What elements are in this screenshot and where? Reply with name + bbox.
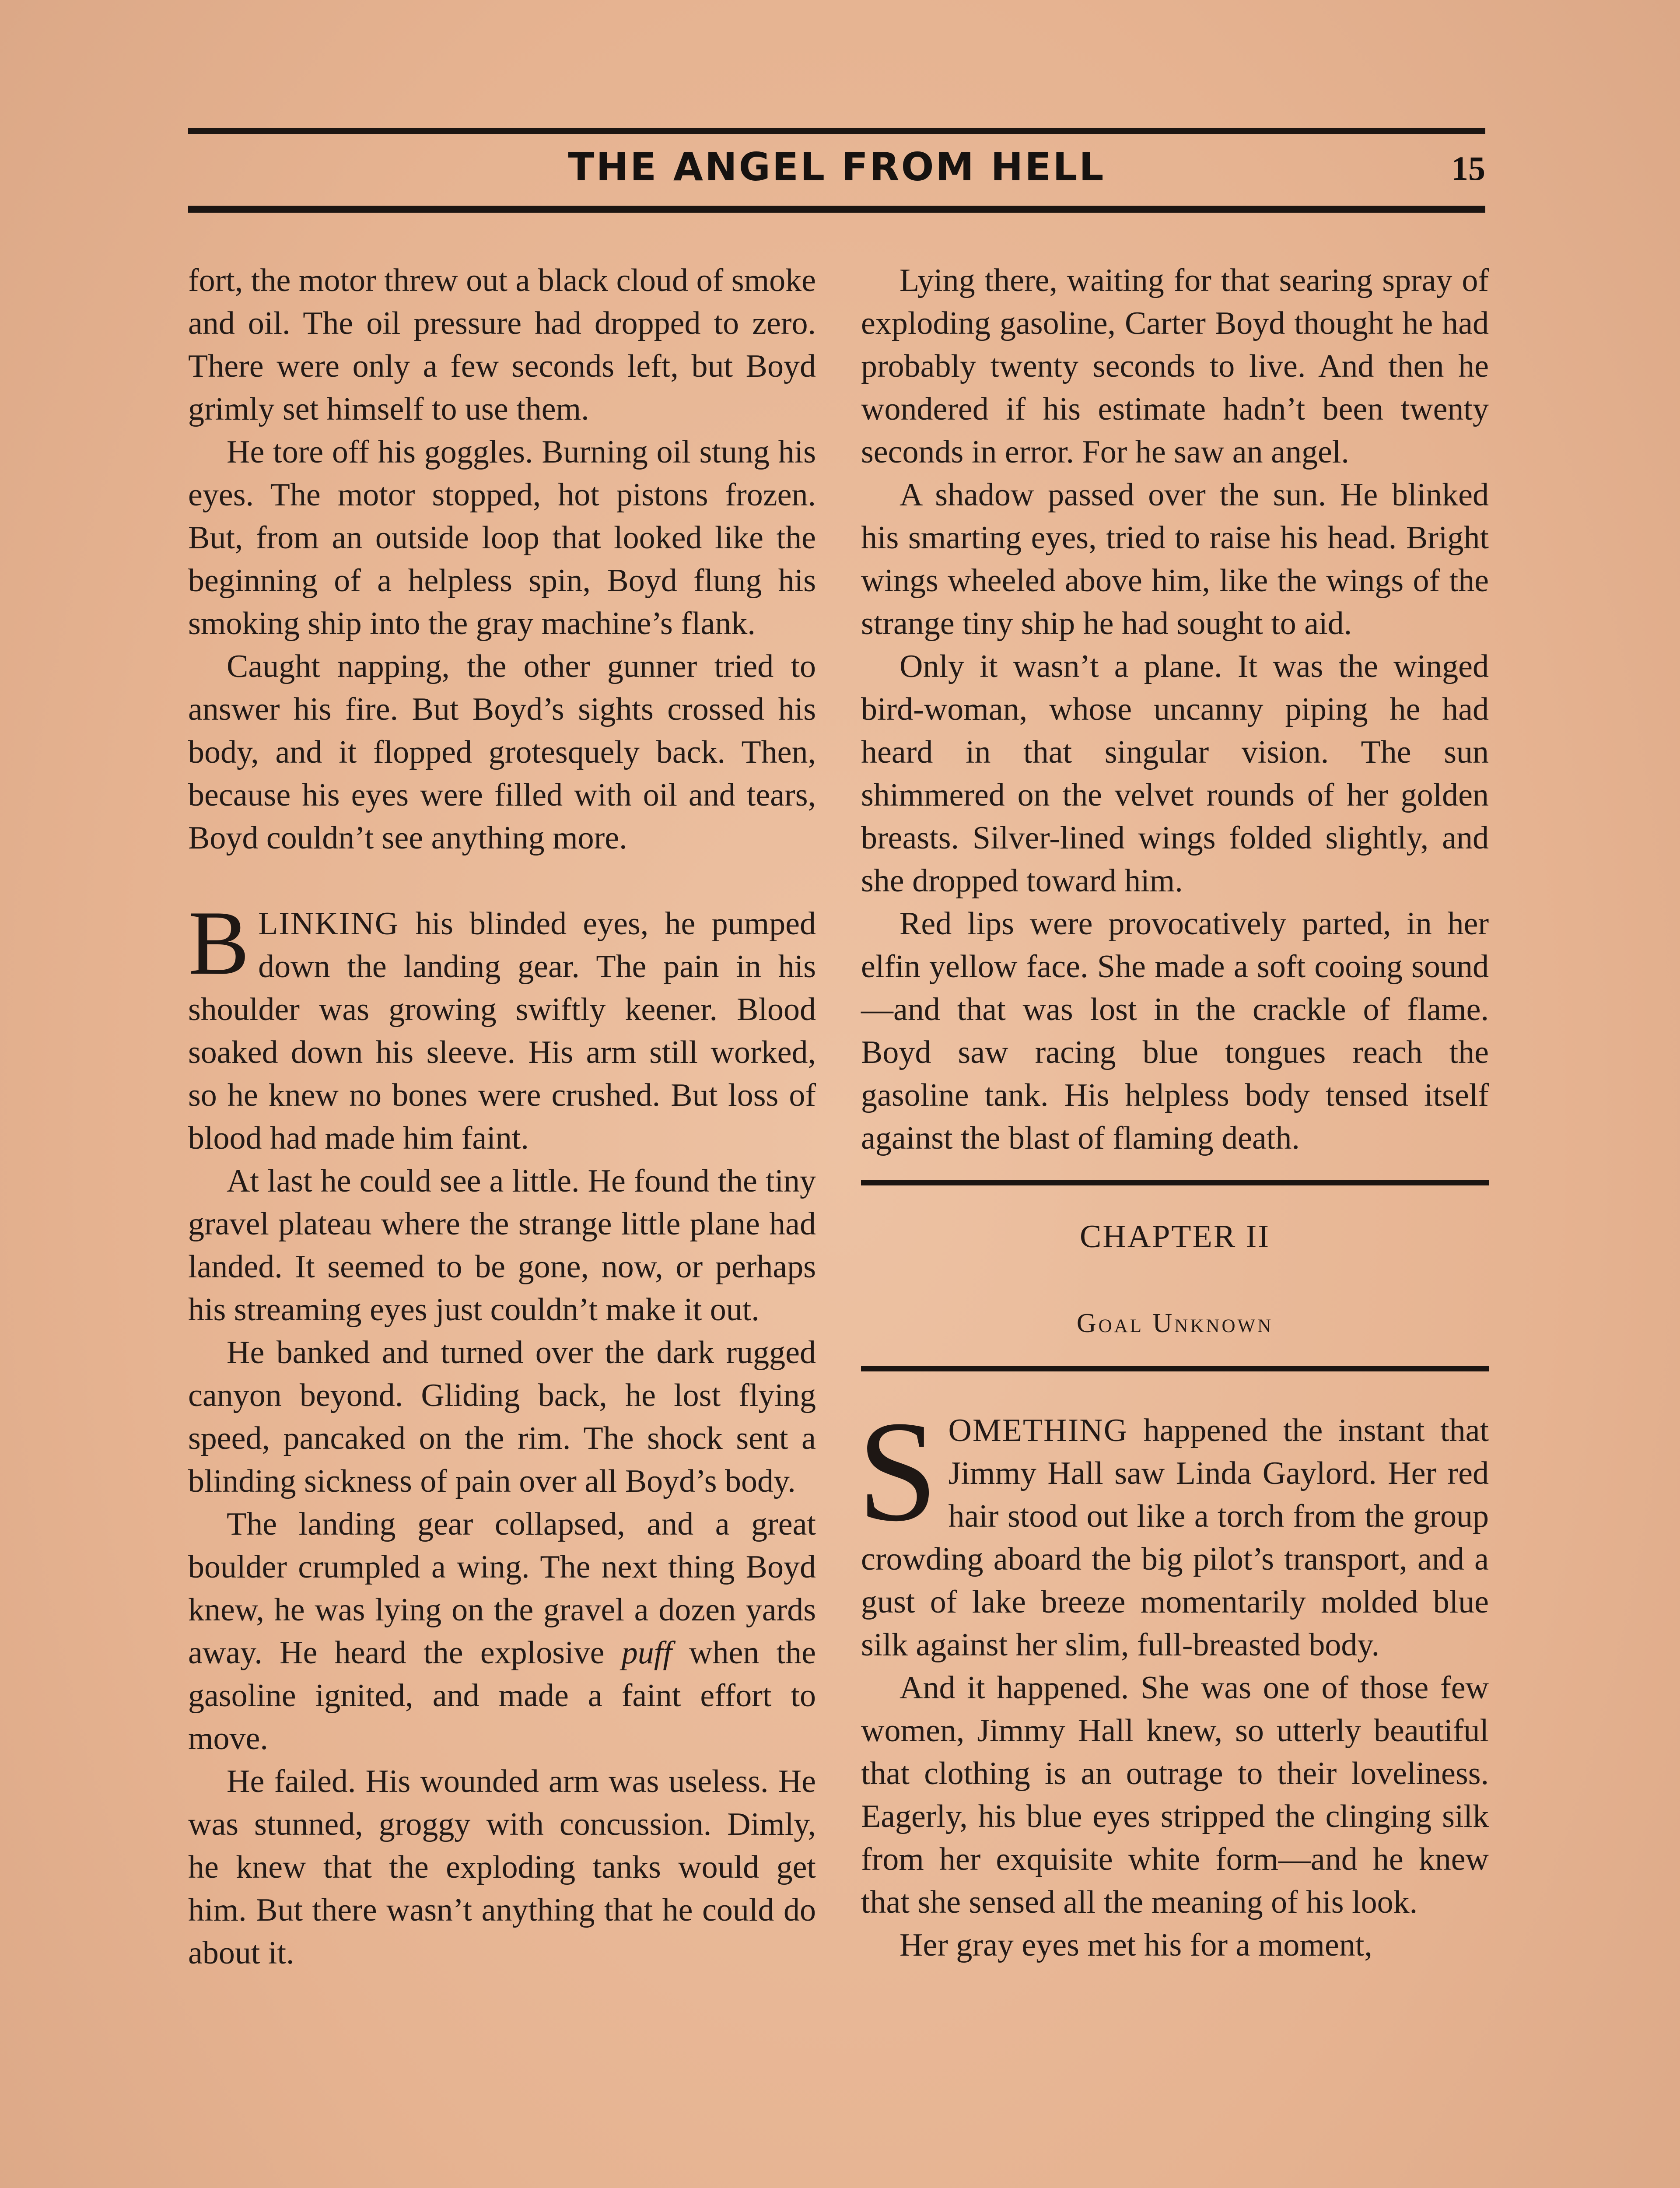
lead-in-word: LINKING bbox=[258, 906, 399, 942]
chapter-rule-bottom bbox=[861, 1366, 1489, 1371]
right-paragraph-7: Her gray eyes met his for a moment, bbox=[900, 1927, 1372, 1963]
left-paragraph-8: He failed. His wounded arm was useless. He was stunned, groggy with concussion. Dimly, he knew that the exploding tanks would get him. But there wasn’t anything that he could do about it. bbox=[188, 1764, 816, 1971]
header-rule-bottom bbox=[188, 206, 1485, 213]
left-paragraph-4-text: his blinded eyes, he pumped down the landing gear. The pain in his shoulder was growing swiftly keener. Blood soaked down his sleeve. His arm still worked, so he knew no bones were crushed. But loss of blood had made him faint. bbox=[188, 906, 816, 1156]
section-break bbox=[188, 859, 816, 902]
left-paragraph-5: At last he could see a little. He found the tiny gravel plateau where the strange little plane had landed. It seemed to be gone, now, or perhaps his streaming eyes just couldn’t make it out. bbox=[188, 1163, 816, 1328]
italic-word: puff bbox=[621, 1635, 672, 1671]
chapter-block bbox=[861, 1180, 1489, 1371]
left-paragraph-2: He tore off his goggles. Burning oil stung his eyes. The motor stopped, hot pistons frozen. But, from an outside loop that looked like the beginning of a helpless spin, Boyd flung his smoking ship into the gray machine’s flank. bbox=[188, 434, 816, 642]
left-paragraph-7-text-b: when the gasoline ignited, and made a faint effort to move. bbox=[188, 1635, 816, 1757]
chapter-rule-top bbox=[861, 1180, 1489, 1185]
right-paragraph-3: Only it wasn’t a plane. It was the winged bird-woman, whose uncanny piping he had heard in that singular vision. The sun shimmered on the velvet rounds of her golden breasts. Silver-lined wings folded slightly, and she dropped toward him. bbox=[861, 649, 1489, 899]
right-column bbox=[858, 259, 1489, 1967]
left-paragraph-6: He banked and turned over the dark rugged canyon beyond. Gliding back, he lost flying speed, pancaked on the rim. The shock sent a blinding sickness of pain over all Boyd’s body. bbox=[188, 1335, 816, 1499]
left-paragraph-7 bbox=[188, 1503, 816, 1760]
chapter-heading: CHAPTER II bbox=[1080, 1219, 1270, 1255]
left-paragraph-4 bbox=[188, 892, 816, 1160]
right-paragraph-5 bbox=[858, 1392, 1489, 1666]
left-paragraph-7-text-a: The landing gear collapsed, and a great boulder crumpled a wing. The next thing Boyd knew, he was lying on the gravel a dozen yards away. He heard the explosive bbox=[188, 1506, 816, 1671]
right-paragraph-2: A shadow passed over the sun. He blinked his smarting eyes, tried to raise his head. Bright wings wheeled above him, like the wings of the strange tiny ship he had sought to aid. bbox=[861, 477, 1489, 642]
drop-cap-s: S bbox=[858, 1392, 938, 1551]
right-paragraph-6: And it happened. She was one of those few women, Jimmy Hall knew, so utterly beautiful that clothing is an outrage to their loveliness. Eagerly, his blue eyes stripped the clinging silk from her exquisite white form—and he knew that she sensed all the meaning of his look. bbox=[861, 1670, 1489, 1920]
header-rule-top bbox=[188, 128, 1485, 134]
lead-in-word-2: OMETHING bbox=[948, 1413, 1128, 1448]
drop-cap-b: B bbox=[188, 892, 250, 994]
running-title: THE ANGEL FROM HELL bbox=[568, 144, 1106, 189]
right-paragraph-4: Red lips were provocatively parted, in her elfin yellow face. She made a soft cooing sound—and that was lost in the crackle of flame. Boyd saw racing blue tongues reach the gasoline tank. His helpless body tensed itself against the blast of flaming death. bbox=[861, 906, 1489, 1156]
left-paragraph-3: Caught napping, the other gunner tried to answer his fire. But Boyd’s sights crossed his body, and it flopped grotesquely back. Then, because his eyes were filled with oil and tears, Boyd couldn’t see anything more. bbox=[188, 649, 816, 856]
page-number: 15 bbox=[1451, 149, 1485, 187]
chapter-subtitle: Goal Unknown bbox=[1076, 1308, 1274, 1338]
left-column bbox=[188, 259, 816, 1974]
left-paragraph-1: fort, the motor threw out a black cloud of smoke and oil. The oil pressure had dropped to zero. There were only a few seconds left, but Boyd grimly set himself to use them. bbox=[188, 263, 816, 427]
right-paragraph-1: Lying there, waiting for that searing spray of exploding gasoline, Carter Boyd thought he had probably twenty seconds to live. And then he wondered if his estimate hadn’t been twenty seconds in error. For he saw an angel. bbox=[861, 263, 1489, 470]
right-paragraph-5-text: happened the instant that Jimmy Hall saw Linda Gaylord. Her red hair stood out like a torch from the group crowding aboard the big pilot’s transport, and a gust of lake breeze momentarily molded blue silk against her slim, full-breasted body. bbox=[861, 1413, 1489, 1663]
